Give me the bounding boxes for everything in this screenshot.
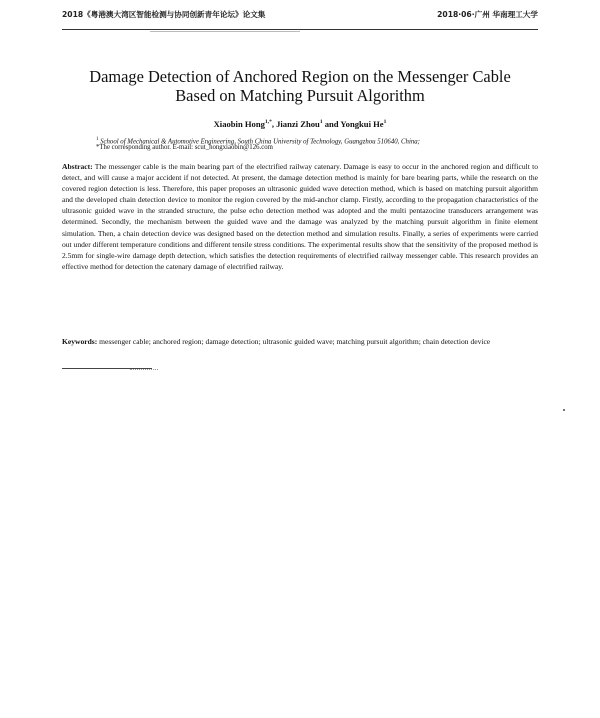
author-affiliation-mark: 1,* [264,119,272,126]
paper-title [40,68,560,105]
author-name: Jianzi Zhou [276,119,320,129]
affiliation-mark: 1 [96,137,99,142]
title-line-1: Damage Detection of Anchored Region on the Messenger Cable [89,67,511,86]
abstract [62,161,538,272]
running-header [62,9,538,23]
header-divider-shadow [150,31,300,32]
author-name: Yongkui He [340,119,384,129]
header-divider [62,29,538,30]
header-date-venue: 2018·06·广州 华南理工大学 [437,10,538,19]
author-list [40,119,560,129]
affiliation-text: School of Mechanical & Automotive Engineering, South China University of Technology, Guangzhou 510640, China; [98,138,420,146]
author-separator: and [322,119,341,129]
header-proceedings-title: 2018《粤港澳大湾区智能检测与协同创新青年论坛》论文集 [62,10,266,19]
abstract-text: The messenger cable is the main bearing part of the electrified railway catenary. Damage is easy to occur in the anchored region and difficult to detect, and will cause a major accident if not detected. At present, the damage detection method is mainly for bare bearing parts, while the research on the covered region detection is less. Therefore, this paper proposes an ultrasonic guided wave detection method, which is based on matching pursuit algorithm and the developed chain detection device to monitor the region covered by the mid-anchor clamp. Firstly, according to the propagation characteristics of the ultrasonic guided wave in the stranded structure, the pulse echo detection method was adopted and the multi pentazocine transducers arrangement was determined. Secondly, the mechanism between the guided wave and the damage was analyzed by the matching pursuit algorithm in finite element simulation. Then, a chain detection device was designed based on the detection method and simulation results. Finally, a series of experiments were carried out under different temperature conditions and different tensile stress conditions. The experimental results show that the sensitivity of the proposed method is 2.5mm for single-wire damage depth detection, which satisfies the detection requirements of electrified railway messenger cable. This research provides an effective method for detection the catenary damage of electrified railway. [62,162,538,271]
keywords [62,336,538,347]
author-name: Xiaobin Hong [213,119,265,129]
corresponding-author-note: *The corresponding author. E-mail: scut_hongxiaobin@126.com [96,144,273,151]
author-affiliation-mark: 1 [383,119,387,126]
author-affiliation-mark: 1 [319,119,323,126]
abstract-label: Abstract: [62,162,93,171]
title-line-2: Based on Matching Pursuit Algorithm [175,85,425,105]
keywords-label: Keywords: [62,337,98,346]
author-separator: , [271,119,277,129]
scan-speck [563,409,565,411]
section-divider-shadow [130,369,158,370]
keywords-text: messenger cable; anchored region; damage detection; ultrasonic guided wave; matching pursuit algorithm; chain detection device [97,337,491,346]
